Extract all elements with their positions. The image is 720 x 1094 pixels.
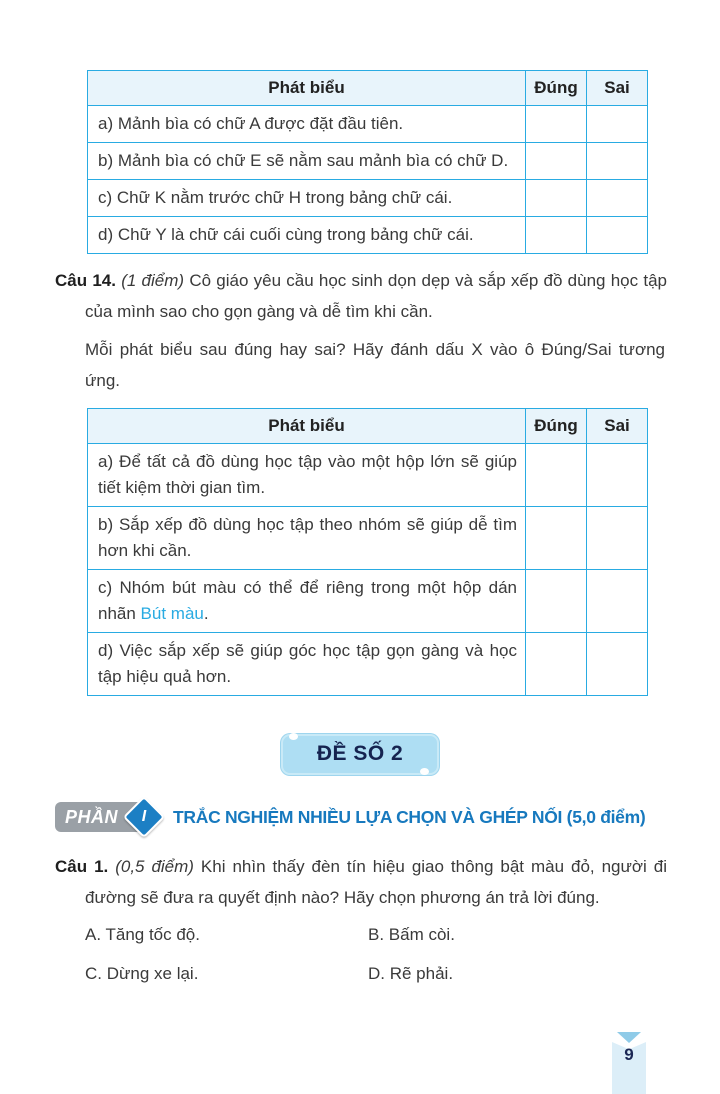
ribbon-chevron-icon [617, 1032, 641, 1043]
false-answer-box[interactable] [587, 180, 648, 217]
false-answer-box[interactable] [587, 633, 648, 696]
statement-header: Phát biểu [88, 71, 526, 106]
false-header: Sai [587, 409, 648, 444]
table-row [88, 633, 648, 696]
question-1-label: Câu 1. [55, 857, 109, 876]
part-label: PHẦN [65, 806, 119, 827]
statement-cell: a) Để tất cả đồ dùng học tập vào một hộp lớn sẽ giúp tiết kiệm thời gian tìm. [88, 444, 526, 507]
true-false-table-2 [87, 408, 648, 696]
true-answer-box[interactable] [526, 633, 587, 696]
question-14 [55, 265, 667, 327]
part-number: I [141, 808, 147, 825]
question-14-points: (1 điểm) [121, 271, 185, 290]
true-answer-box[interactable] [526, 143, 587, 180]
statement-cell: a) Mảnh bìa có chữ A được đặt đầu tiên. [88, 106, 526, 143]
false-answer-box[interactable] [587, 143, 648, 180]
badge-decor-dot [289, 733, 298, 740]
option-a[interactable]: A. Tăng tốc độ. [85, 925, 200, 944]
option-d[interactable]: D. Rẽ phải. [368, 964, 454, 983]
table-row [88, 444, 648, 507]
true-answer-box[interactable] [526, 570, 587, 633]
statement-cell: d) Chữ Y là chữ cái cuối cùng trong bảng chữ cái. [88, 217, 526, 254]
statement-cell: c) Chữ K nằm trước chữ H trong bảng chữ cái. [88, 180, 526, 217]
question-14-instruction: Mỗi phát biểu sau đúng hay sai? Hãy đánh dấu X vào ô Đúng/Sai tương ứng. [85, 340, 665, 390]
table-row [88, 217, 648, 254]
label-name-text: Bút màu [140, 604, 204, 623]
true-answer-box[interactable] [526, 106, 587, 143]
question-1 [55, 851, 667, 913]
false-answer-box[interactable] [587, 507, 648, 570]
statement-cell: b) Mảnh bìa có chữ E sẽ nằm sau mảnh bìa có chữ D. [88, 143, 526, 180]
table-header-row [88, 71, 648, 106]
table-row [88, 570, 648, 633]
false-answer-box[interactable] [587, 106, 648, 143]
true-answer-box[interactable] [526, 507, 587, 570]
table-row [88, 180, 648, 217]
true-answer-box[interactable] [526, 180, 587, 217]
statement-cell: c) Nhóm bút màu có thể để riêng trong một hộp dán nhãn Bút màu. [88, 570, 526, 633]
question-1-text: Khi nhìn thấy đèn tín hiệu giao thông bật màu đỏ, người đi đường sẽ đưa ra quyết định nào? Hãy chọn phương án trả lời đúng. [85, 857, 667, 907]
true-header: Đúng [526, 409, 587, 444]
true-header: Đúng [526, 71, 587, 106]
table-row [88, 106, 648, 143]
exam-badge-label: ĐỀ SỐ 2 [316, 742, 404, 765]
true-false-table-1 [87, 70, 648, 254]
exam-number-badge [281, 734, 439, 775]
page-number: 9 [624, 1045, 634, 1064]
false-answer-box[interactable] [587, 217, 648, 254]
question-14-label: Câu 14. [55, 271, 116, 290]
false-answer-box[interactable] [587, 570, 648, 633]
option-b[interactable]: B. Bấm còi. [368, 925, 455, 944]
true-answer-box[interactable] [526, 217, 587, 254]
table-header-row [88, 409, 648, 444]
true-answer-box[interactable] [526, 444, 587, 507]
answer-options [85, 922, 720, 987]
option-c[interactable]: C. Dừng xe lại. [85, 964, 199, 983]
section-title: TRẮC NGHIỆM NHIỀU LỰA CHỌN VÀ GHÉP NỐI (5,0 điểm) [173, 806, 646, 827]
statement-cell: b) Sắp xếp đồ dùng học tập theo nhóm sẽ giúp dễ tìm hơn khi cần. [88, 507, 526, 570]
exam-badge-container [0, 734, 720, 775]
question-1-points: (0,5 điểm) [115, 857, 194, 876]
section-banner [55, 799, 720, 835]
false-answer-box[interactable] [587, 444, 648, 507]
statement-cell: d) Việc sắp xếp sẽ giúp góc học tập gọn gàng và học tập hiệu quả hơn. [88, 633, 526, 696]
badge-decor-dot [420, 768, 429, 775]
false-header: Sai [587, 71, 648, 106]
table-row [88, 507, 648, 570]
question-14-text: Cô giáo yêu cầu học sinh dọn dẹp và sắp xếp đồ dùng học tập của mình sao cho gọn gàng và dễ tìm khi cần. [85, 271, 667, 321]
table-row [88, 143, 648, 180]
statement-header: Phát biểu [88, 409, 526, 444]
